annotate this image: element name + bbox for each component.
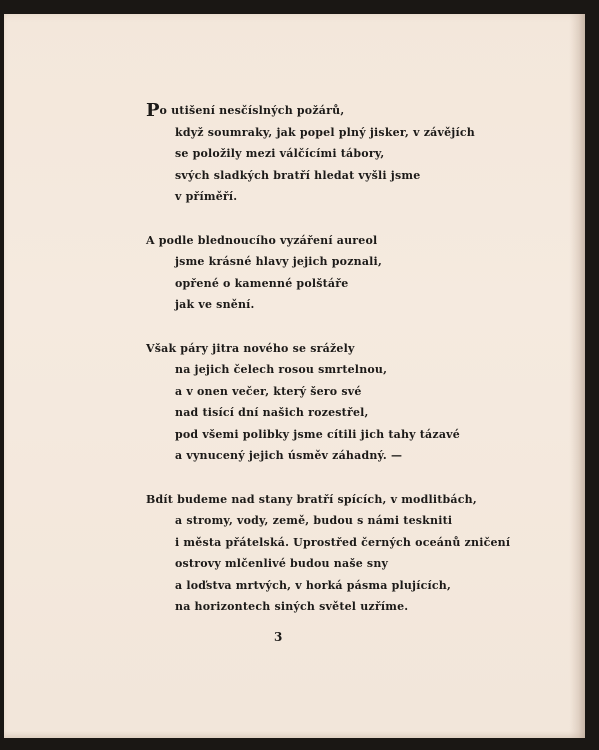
poem xyxy=(146,100,510,618)
book-page xyxy=(4,14,585,738)
poem-line: když soumraky, jak popel plný jisker, v závějích xyxy=(175,125,475,139)
poem-line: Bdít budeme nad stany bratří spících, v modlitbách, xyxy=(146,492,477,506)
poem-line: A podle blednoucího vyzáření aureol xyxy=(146,233,378,247)
page-number: 3 xyxy=(274,630,283,644)
page-edge-shadow xyxy=(569,14,585,738)
poem-line: a vynucený jejich úsměv záhadný. — xyxy=(175,449,403,462)
poem-line: se položily mezi válčícími tábory, xyxy=(175,147,385,160)
poem-line: Však páry jitra nového se srážely xyxy=(146,341,355,355)
poem-line: na jejich čelech rosou smrtelnou, xyxy=(175,363,388,376)
stanza-gap xyxy=(146,467,510,489)
stanza-gap xyxy=(146,208,510,230)
poem-line: i města přátelská. Uprostřed černých oceánů zničení xyxy=(175,535,511,549)
poem-line: opřené o kamenné polštáře xyxy=(175,276,349,290)
poem-line: svých sladkých bratří hledat vyšli jsme xyxy=(175,168,421,182)
poem-line: v příměří. xyxy=(175,190,238,203)
stanza-gap xyxy=(146,316,510,338)
poem-line: jak ve snění. xyxy=(175,298,255,311)
poem-line: pod všemi polibky jsme cítili jich tahy tázavé xyxy=(175,427,460,441)
poem-line-text: o utišení nesčíslných požárů, xyxy=(159,104,345,117)
stanza-2 xyxy=(146,230,510,316)
poem-line xyxy=(146,100,510,122)
poem-line: a loďstva mrtvých, v horká pásma plujících, xyxy=(175,578,452,592)
poem-line: a v onen večer, který šero své xyxy=(175,384,362,398)
stanza-4 xyxy=(146,489,510,618)
poem-line: jsme krásné hlavy jejich poznali, xyxy=(175,255,382,268)
poem-line: na horizontech siných světel uzříme. xyxy=(175,600,409,613)
poem-line: ostrovy mlčenlivé budou naše sny xyxy=(175,557,389,570)
poem-line: a stromy, vody, země, budou s námi teskniti xyxy=(175,514,453,527)
poem-line: nad tisící dní našich rozestřel, xyxy=(175,406,369,419)
stanza-3 xyxy=(146,338,510,467)
stanza-1 xyxy=(146,100,510,208)
initial-letter: P xyxy=(146,100,160,121)
